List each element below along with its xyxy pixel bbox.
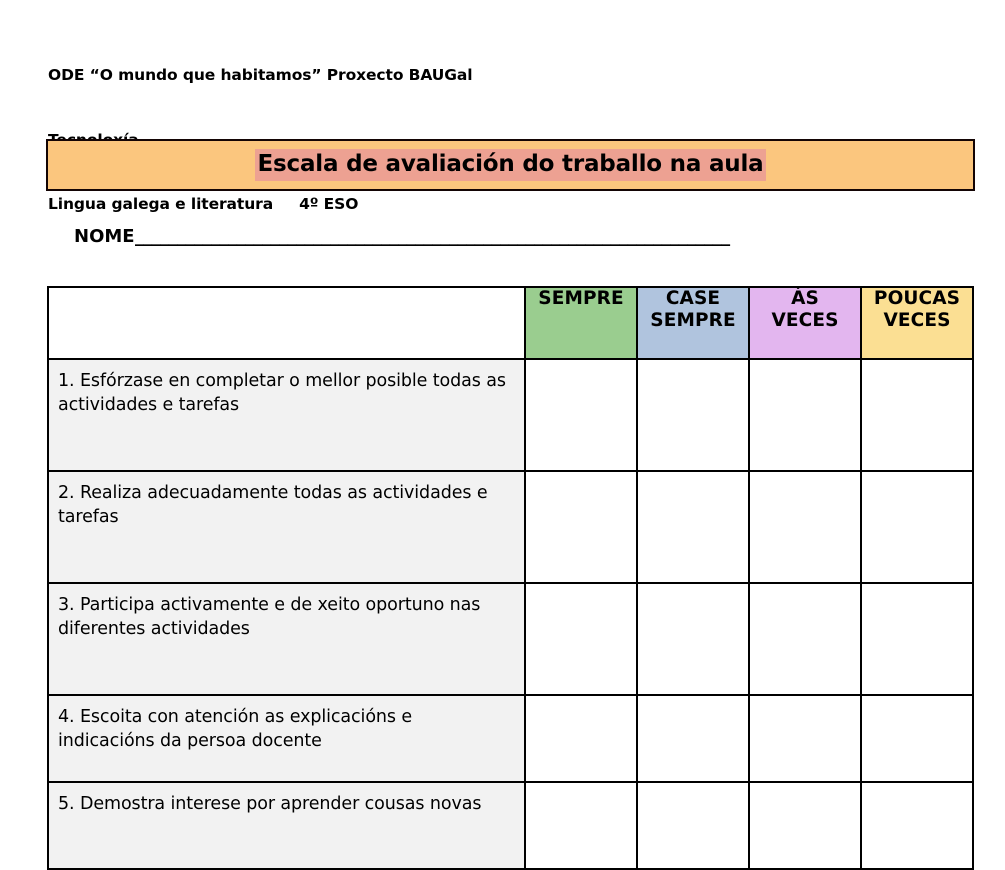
mark-cell-1-sempre[interactable] bbox=[525, 359, 637, 471]
table-row bbox=[48, 471, 973, 583]
mark-cell-5-case-sempre[interactable] bbox=[637, 782, 749, 869]
document-header bbox=[48, 22, 473, 237]
header-label-line: POUCAS bbox=[873, 288, 961, 309]
table-row bbox=[48, 359, 973, 471]
mark-cell-4-case-sempre[interactable] bbox=[637, 695, 749, 782]
mark-cell-1-poucas-veces[interactable] bbox=[861, 359, 973, 471]
mark-cell-3-as-veces[interactable] bbox=[749, 583, 861, 695]
header-label-line: ÁS bbox=[791, 288, 819, 309]
criterion-item-2: 2. Realiza adecuadamente todas as actividades e tarefas bbox=[48, 471, 525, 583]
table-header-blank bbox=[48, 287, 525, 359]
mark-cell-5-sempre[interactable] bbox=[525, 782, 637, 869]
header-level: 4º ESO bbox=[299, 195, 359, 213]
mark-cell-2-as-veces[interactable] bbox=[749, 471, 861, 583]
mark-cell-4-poucas-veces[interactable] bbox=[861, 695, 973, 782]
table-header-sempre bbox=[525, 287, 637, 359]
mark-cell-1-case-sempre[interactable] bbox=[637, 359, 749, 471]
header-subject: Lingua galega e literatura bbox=[48, 195, 274, 213]
mark-cell-3-case-sempre[interactable] bbox=[637, 583, 749, 695]
name-field-label: NOME bbox=[74, 226, 135, 247]
evaluation-scale-table bbox=[47, 286, 974, 870]
mark-cell-2-sempre[interactable] bbox=[525, 471, 637, 583]
criterion-item-1: 1. Esfórzase en completar o mellor posible todas as actividades e tarefas bbox=[48, 359, 525, 471]
mark-cell-3-sempre[interactable] bbox=[525, 583, 637, 695]
table-row bbox=[48, 782, 973, 869]
table-row bbox=[48, 695, 973, 782]
name-field-row bbox=[74, 225, 960, 249]
criterion-item-4: 4. Escoita con atención as explicacións e indicacións da persoa docente bbox=[48, 695, 525, 782]
table-row bbox=[48, 583, 973, 695]
header-label-line: CASE bbox=[665, 288, 721, 309]
mark-cell-4-sempre[interactable] bbox=[525, 695, 637, 782]
mark-cell-3-poucas-veces[interactable] bbox=[861, 583, 973, 695]
table-header-row bbox=[48, 287, 973, 359]
criterion-item-3: 3. Participa activamente e de xeito oportuno nas diferentes actividades bbox=[48, 583, 525, 695]
header-label-line: VECES bbox=[771, 310, 839, 331]
table-header-poucas-veces bbox=[861, 287, 973, 359]
name-field-blank-line[interactable]: ______________________________________________________________________ bbox=[134, 226, 730, 247]
criterion-item-5: 5. Demostra interese por aprender cousas novas bbox=[48, 782, 525, 869]
table-header-case-sempre bbox=[637, 287, 749, 359]
mark-cell-4-as-veces[interactable] bbox=[749, 695, 861, 782]
mark-cell-2-case-sempre[interactable] bbox=[637, 471, 749, 583]
mark-cell-5-poucas-veces[interactable] bbox=[861, 782, 973, 869]
table-header-as-veces bbox=[749, 287, 861, 359]
title-banner bbox=[46, 139, 975, 191]
header-label-line: VECES bbox=[883, 310, 951, 331]
mark-cell-2-poucas-veces[interactable] bbox=[861, 471, 973, 583]
mark-cell-5-as-veces[interactable] bbox=[749, 782, 861, 869]
page-title: Escala de avaliación do traballo na aula bbox=[255, 149, 767, 181]
header-line-subject-level bbox=[48, 194, 473, 216]
header-label-line: SEMPRE bbox=[650, 310, 736, 331]
header-label-line: SEMPRE bbox=[538, 288, 624, 309]
header-line-project: ODE “O mundo que habitamos” Proxecto BAUGal bbox=[48, 66, 473, 84]
mark-cell-1-as-veces[interactable] bbox=[749, 359, 861, 471]
